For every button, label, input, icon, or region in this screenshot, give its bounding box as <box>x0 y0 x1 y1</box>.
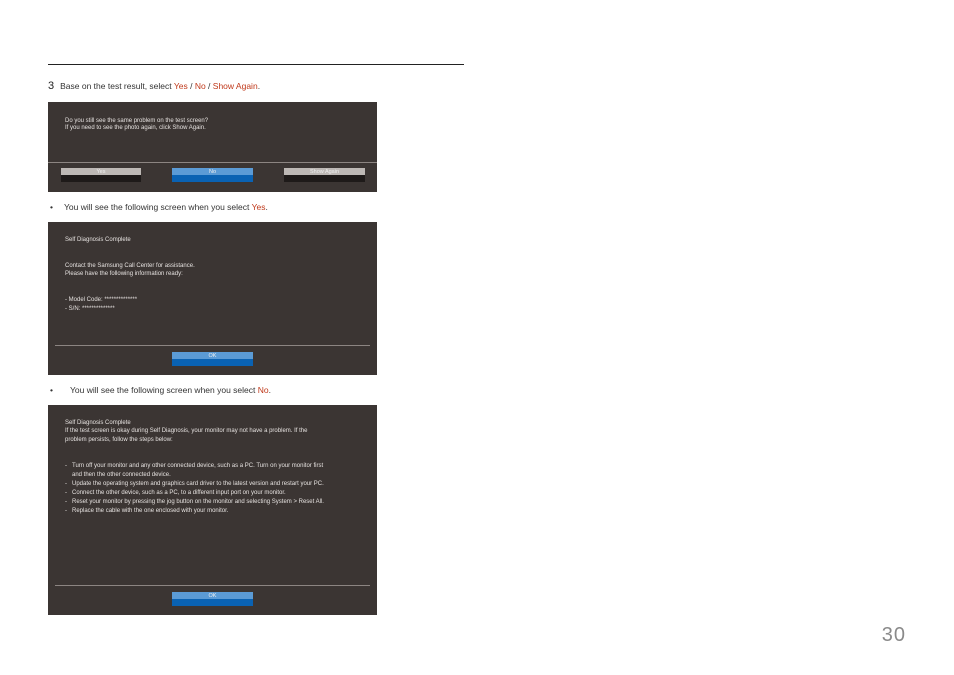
step-text: Base on the test result, select <box>60 81 174 91</box>
yes-button[interactable] <box>61 168 141 182</box>
header-rule <box>48 64 464 65</box>
bullet-text: You will see the following screen when you select <box>70 385 258 395</box>
dialog-divider <box>55 345 370 346</box>
yes-button-label: Yes <box>96 169 106 175</box>
bullet-no <box>50 385 271 395</box>
bullet-period: . <box>265 202 268 212</box>
dialog-title: Self Diagnosis Complete <box>65 237 131 243</box>
dialog-line: If the test screen is okay during Self Diagnosis, your monitor may not have a problem. If the <box>65 428 308 434</box>
step-option-yes: Yes <box>173 81 188 91</box>
bullet-yes <box>50 202 268 212</box>
ok-button-label: OK <box>208 353 217 359</box>
step-number: 3 <box>48 80 55 92</box>
show-again-button-label: Show Again <box>309 169 340 175</box>
dialog-question-line: Do you still see the same problem on the test screen? <box>65 118 209 124</box>
troubleshooting-list <box>65 462 324 516</box>
list-item: - Reset your monitor by pressing the jog button on the monitor and selecting System > Reset All. <box>65 498 324 507</box>
list-item: - Update the operating system and graphics card driver to the latest version and restart your PC. <box>65 480 324 489</box>
list-item-continuation: and then the other connected device. <box>72 472 171 478</box>
bullet-highlight: No <box>257 385 269 395</box>
show-again-button[interactable] <box>284 168 365 182</box>
step-separator: / <box>205 81 213 91</box>
dialog-line: Contact the Samsung Call Center for assistance. <box>65 263 195 269</box>
dialog-title: Self Diagnosis Complete <box>65 420 131 426</box>
dialog-hint-line: If you need to see the photo again, click Show Again. <box>65 125 206 131</box>
ok-button[interactable] <box>172 352 253 366</box>
list-item: - Turn off your monitor and any other connected device, such as a PC. Turn on your monitor first <box>65 462 324 471</box>
step-separator: / <box>187 81 195 91</box>
bullet-dot: • <box>50 385 53 395</box>
list-item: - Replace the cable with the one enclosed with your monitor. <box>65 507 324 516</box>
bullet-text: You will see the following screen when you select <box>64 202 252 212</box>
dialog-diagnosis-yes <box>48 222 377 375</box>
bullet-dot: • <box>50 202 53 212</box>
ok-button-label: OK <box>208 593 217 599</box>
list-item: - Connect the other device, such as a PC, to a different input port on your monitor. <box>65 489 324 498</box>
dialog-diagnosis-no <box>48 405 377 615</box>
step-period: . <box>257 81 261 91</box>
step-option-show-again: Show Again <box>212 81 258 91</box>
dialog-divider <box>48 162 377 163</box>
page-number: 30 <box>881 624 906 646</box>
dialog-test-prompt <box>48 102 377 192</box>
dialog-line: problem persists, follow the steps below: <box>65 437 173 443</box>
bullet-highlight: Yes <box>251 202 266 212</box>
no-button-label: No <box>208 169 217 175</box>
model-code-line: - Model Code: ************** <box>65 297 138 303</box>
ok-button[interactable] <box>172 592 253 606</box>
no-button[interactable] <box>172 168 253 182</box>
bullet-period: . <box>268 385 271 395</box>
serial-number-line: - S/N: ************** <box>65 306 115 312</box>
step-option-no: No <box>194 81 206 91</box>
dialog-line: Please have the following information ready: <box>65 271 183 277</box>
dialog-divider <box>55 585 370 586</box>
step-3 <box>48 80 260 92</box>
